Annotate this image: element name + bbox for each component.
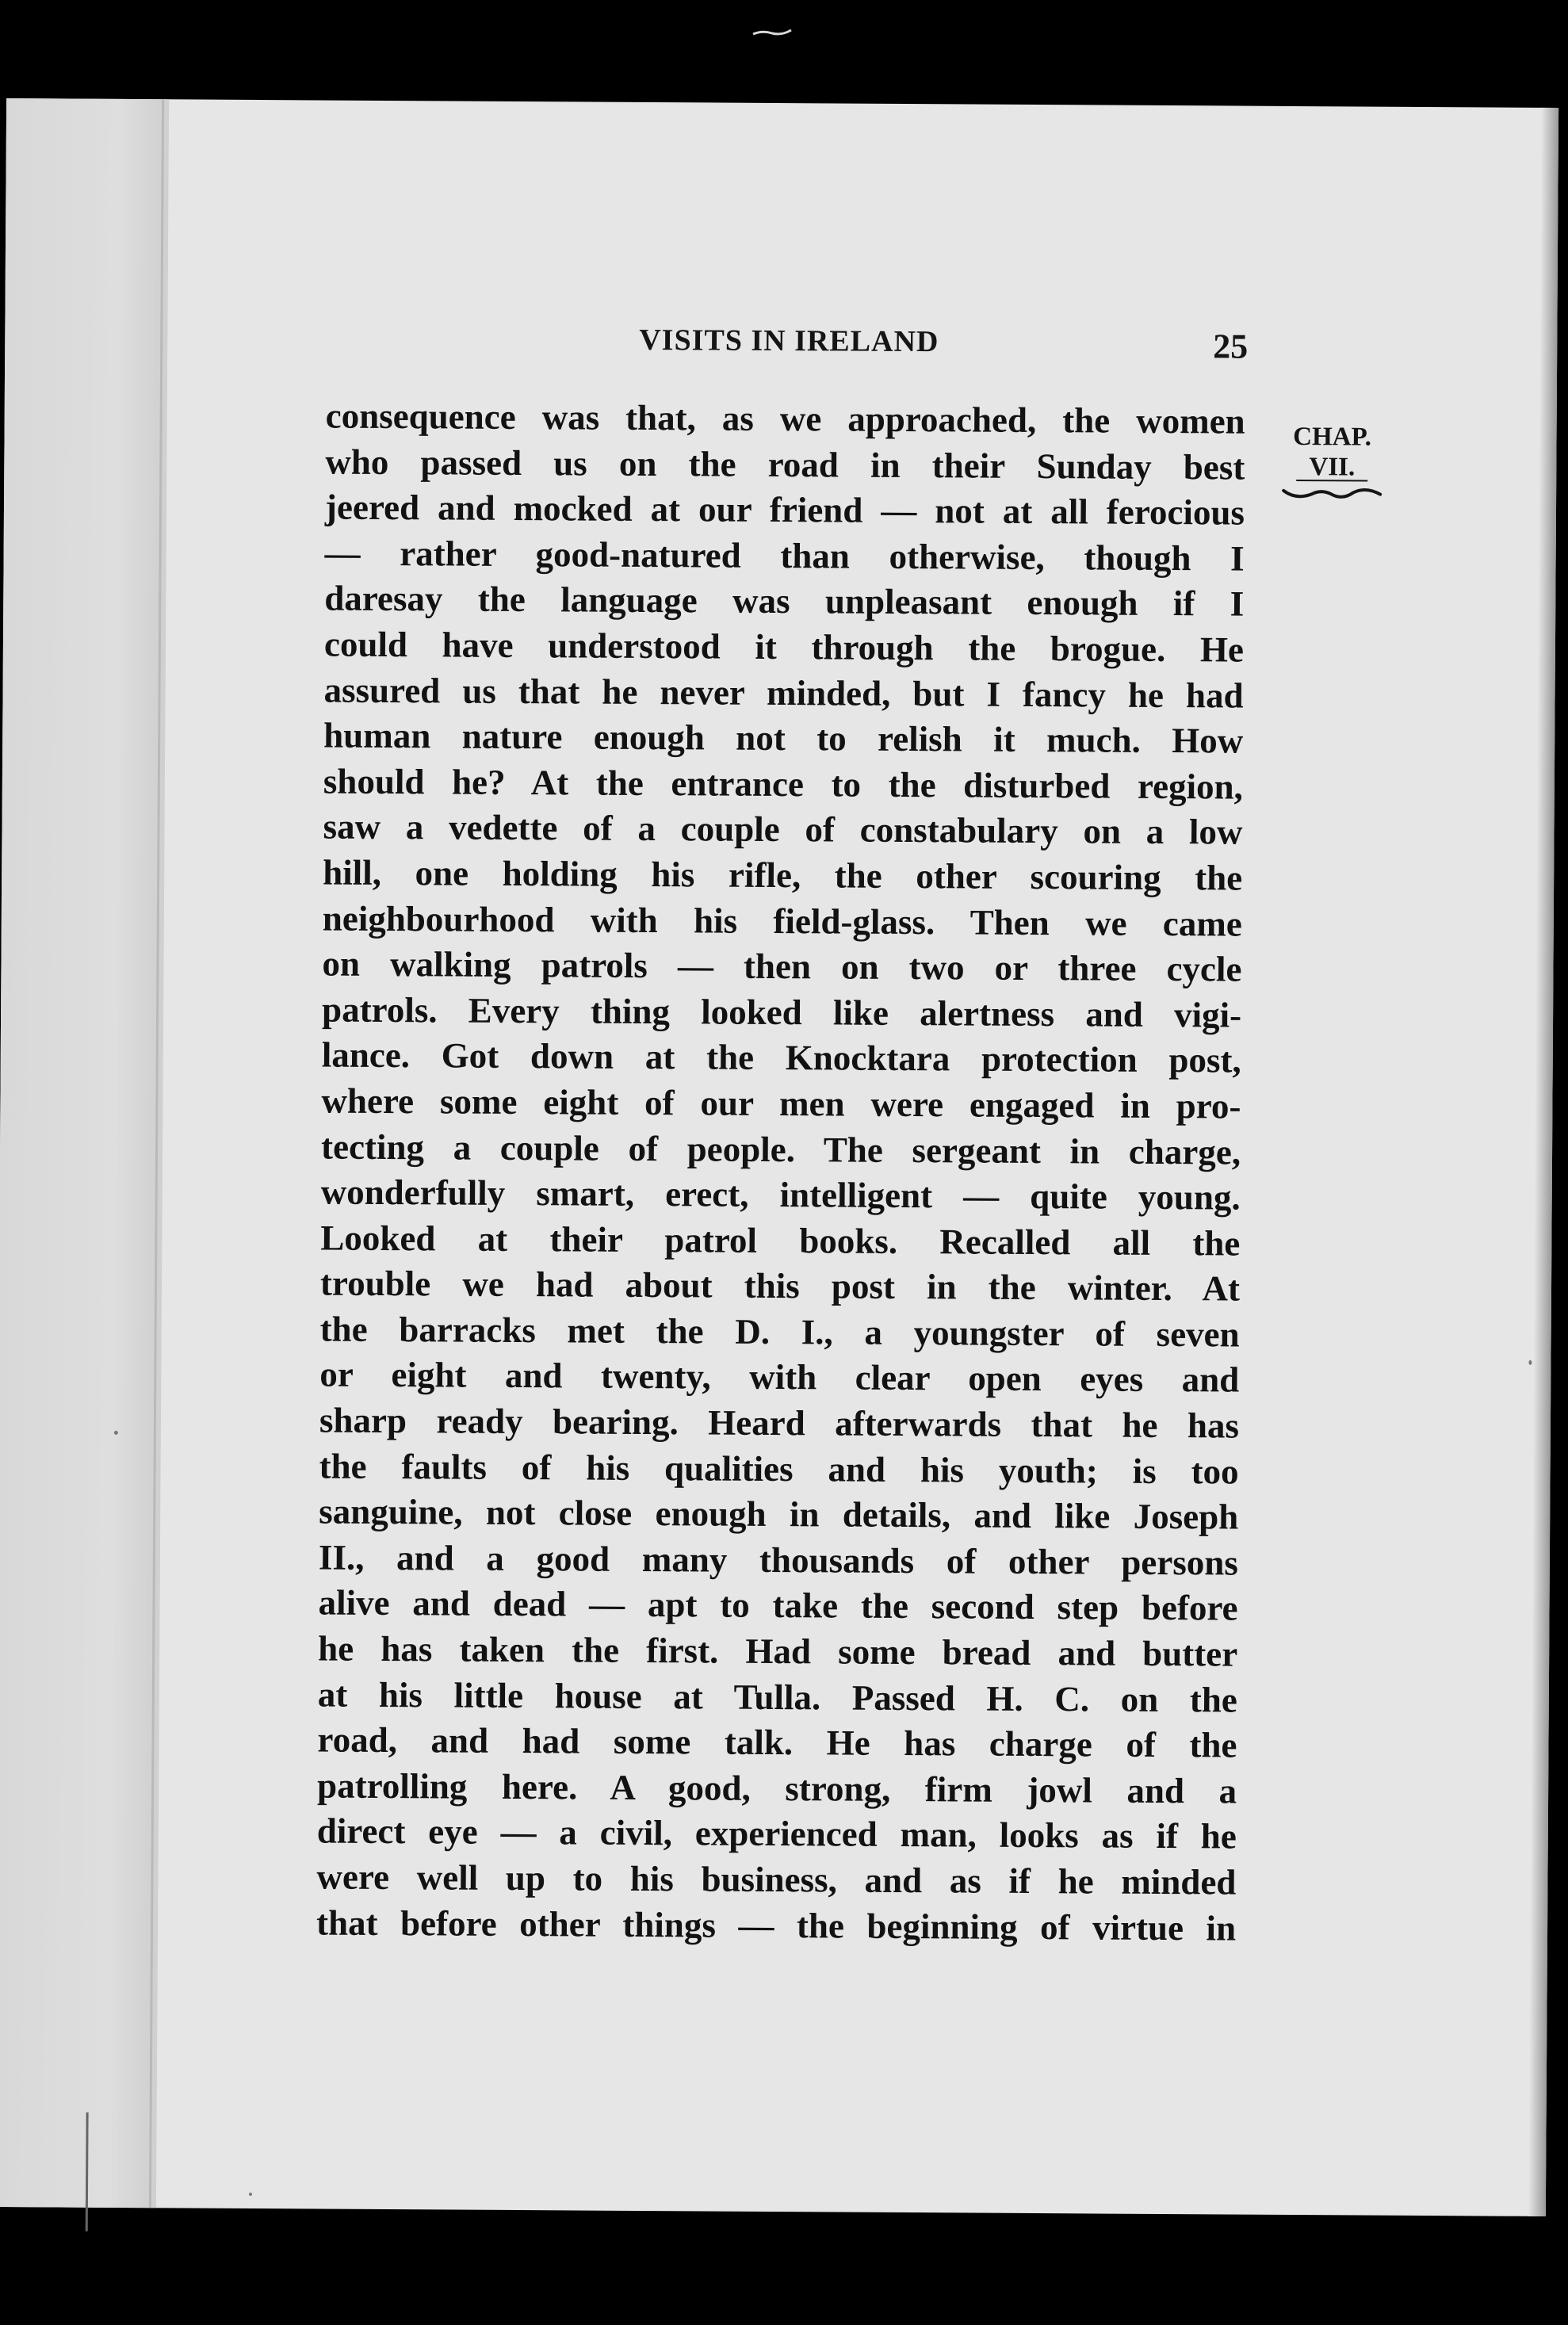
text-line: alive and dead — apt to take the second step before <box>318 1582 1238 1629</box>
text-line: the barracks met the D. I., a youngster of seven <box>319 1309 1240 1355</box>
chapter-margin-note <box>1280 422 1384 503</box>
facing-page-edge <box>0 98 169 2208</box>
text-line: sanguine, not close enough in details, and like Joseph <box>319 1491 1239 1537</box>
text-line: daresay the language was unpleasant enough if I <box>324 578 1245 624</box>
text-line: jeered and mocked at our friend — not at all ferocious <box>324 487 1245 533</box>
text-line: saw a vedette of a couple of constabulary on a low <box>323 806 1243 852</box>
text-line: should he? At the entrance to the disturbed region, <box>323 761 1244 807</box>
body-text <box>316 394 1245 1952</box>
text-line: Looked at their patrol books. Recalled all the <box>320 1218 1241 1264</box>
page-edge-shadow <box>1528 108 1558 2216</box>
ink-speck <box>1528 1360 1532 1365</box>
text-line: he has taken the first. Had some bread and butter <box>318 1628 1238 1674</box>
text-line: trouble we had about this post in the winter. At <box>319 1263 1241 1309</box>
text-line: sharp ready bearing. Heard afterwards that he has <box>319 1400 1240 1446</box>
chapter-label: CHAP. <box>1293 422 1372 452</box>
text-line: — rather good-natured than otherwise, though I <box>324 533 1245 579</box>
text-line: the faults of his qualities and his youth; is too <box>319 1446 1239 1492</box>
text-line: II., and a good many thousands of other persons <box>318 1537 1239 1583</box>
text-line: that before other things — the beginning of virtue in <box>316 1902 1237 1948</box>
ink-speck <box>114 1431 118 1435</box>
text-line: where some eight of our men were engaged in pro- <box>321 1080 1241 1126</box>
text-line: or eight and twenty, with clear open eyes and <box>319 1354 1240 1401</box>
text-line: at his little house at Tulla. Passed H. C. on the <box>317 1674 1237 1720</box>
text-line: could have understood it through the brogue. He <box>323 624 1245 670</box>
text-line: were well up to his business, and as if he minded <box>316 1857 1237 1902</box>
text-line: consequence was that, as we approached, the women <box>325 396 1245 442</box>
text-line: on walking patrols — then on two or three cycle <box>322 943 1242 989</box>
text-line: human nature enough not to relish it much. How <box>323 715 1244 761</box>
text-line: hill, one holding his rifle, the other scouring the <box>323 852 1243 898</box>
text-line: patrols. Every thing looked like alertness and vigi- <box>321 989 1242 1035</box>
flourish-icon <box>1280 484 1383 503</box>
text-line: patrolling here. A good, strong, firm jowl and a <box>316 1765 1237 1811</box>
text-line: who passed us on the road in their Sunday best <box>325 442 1245 488</box>
text-line: direct eye — a civil, experienced man, looks as if he <box>316 1811 1237 1857</box>
ink-speck <box>249 2193 252 2196</box>
text-line: tecting a couple of people. The sergeant in charge, <box>320 1126 1241 1172</box>
text-line: lance. Got down at the Knocktara protection post, <box>321 1034 1241 1080</box>
chapter-number: VII. <box>1309 453 1356 482</box>
text-line: assured us that he never minded, but I fancy he had <box>323 670 1244 716</box>
book-page <box>0 98 1558 2216</box>
text-line: wonderfully smart, erect, intelligent — quite young. <box>320 1172 1241 1218</box>
text-line: road, and had some talk. He has charge of the <box>317 1719 1237 1765</box>
top-ink-mark <box>751 29 793 36</box>
text-line: neighbourhood with his field-glass. Then we came <box>322 898 1242 944</box>
gutter-crease <box>86 2113 89 2231</box>
running-title: VISITS IN IRELAND <box>639 323 939 359</box>
page-number: 25 <box>1213 327 1249 366</box>
